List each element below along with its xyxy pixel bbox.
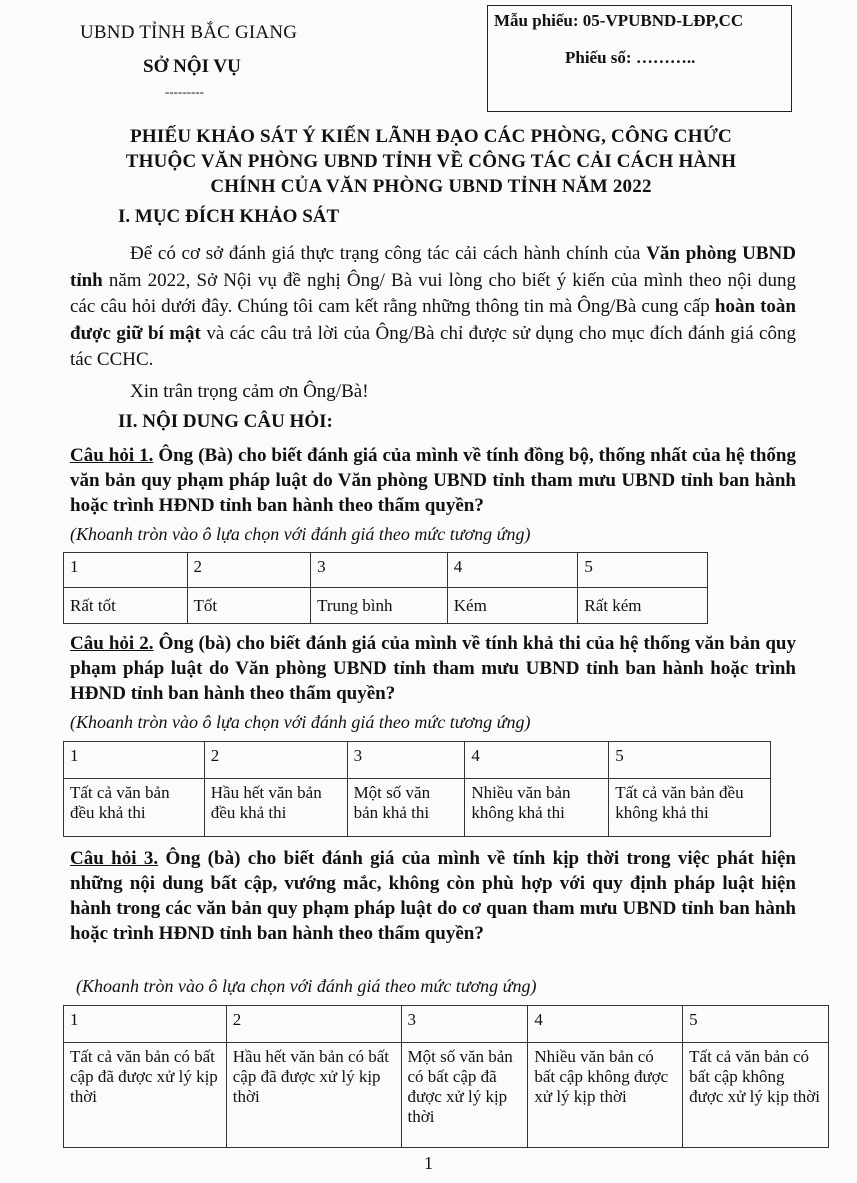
scale-cell[interactable]: 4 bbox=[528, 1006, 683, 1043]
purpose-paragraph bbox=[70, 241, 796, 374]
option-cell[interactable]: Trung bình bbox=[311, 588, 448, 624]
scale-cell[interactable]: 2 bbox=[226, 1006, 401, 1043]
option-cell[interactable]: Hầu hết văn bản có bất cập đã được xử lý kịp thời bbox=[226, 1043, 401, 1148]
question-2-options-table bbox=[63, 741, 771, 837]
question-3-note: (Khoanh tròn vào ô lựa chọn với đánh giá theo mức tương ứng) bbox=[76, 976, 537, 996]
scale-cell[interactable]: 5 bbox=[683, 1006, 829, 1043]
option-cell[interactable]: Rất kém bbox=[578, 588, 708, 624]
question-1-label: Câu hỏi 1. bbox=[70, 445, 154, 466]
page-number: 1 bbox=[424, 1153, 433, 1173]
scale-cell[interactable]: 3 bbox=[311, 553, 448, 588]
scale-cell[interactable]: 3 bbox=[401, 1006, 528, 1043]
table-row bbox=[64, 742, 771, 779]
question-3-text: Ông (bà) cho biết đánh giá của mình về tính kịp thời trong việc phát hiện những nội dung bất cập, vướng mắc, không còn phù hợp với quy định pháp luật hiện hành trong các văn bản quy phạm pháp luật do cơ quan tham mưu UBND tỉnh ban hành hoặc trình HĐND tỉnh ban hành theo thẩm quyền? bbox=[70, 848, 796, 944]
scale-cell[interactable]: 1 bbox=[64, 742, 205, 779]
option-cell[interactable]: Hầu hết văn bản đều khả thi bbox=[204, 779, 347, 837]
question-1-text: Ông (Bà) cho biết đánh giá của mình về tính đồng bộ, thống nhất của hệ thống văn bản quy phạm pháp luật do Văn phòng UBND tỉnh tham mưu UBND tỉnh ban hành hoặc trình HĐND tỉnh ban hành theo thẩm quyền? bbox=[70, 445, 796, 516]
question-2-note: (Khoanh tròn vào ô lựa chọn với đánh giá theo mức tương ứng) bbox=[70, 712, 531, 732]
title-line-2: THUỘC VĂN PHÒNG UBND TỈNH VỀ CÔNG TÁC CẢI CÁCH HÀNH bbox=[125, 151, 737, 172]
purpose-bold-2: hoàn toàn được giữ bí mật bbox=[70, 296, 796, 344]
title-line-3: CHÍNH CỦA VĂN PHÒNG UBND TỈNH NĂM 2022 bbox=[210, 176, 652, 197]
option-cell[interactable]: Kém bbox=[447, 588, 578, 624]
question-2-text: Ông (bà) cho biết đánh giá của mình về tính khả thi của hệ thống văn bản quy phạm pháp luật do Văn phòng UBND tỉnh tham mưu UBND tỉnh ban hành hoặc trình HĐND tỉnh ban hành theo thẩm quyền? bbox=[70, 633, 796, 704]
purpose-text-3: và các câu trả lời của Ông/Bà chỉ được sử dụng cho mục đích đánh giá công tác CCHC. bbox=[70, 322, 796, 370]
table-row bbox=[64, 1006, 829, 1043]
question-1 bbox=[70, 443, 796, 518]
header-rule: --------- bbox=[165, 84, 204, 99]
scale-cell[interactable]: 1 bbox=[64, 1006, 227, 1043]
table-row bbox=[64, 779, 771, 837]
option-cell[interactable]: Một số văn bản khả thi bbox=[347, 779, 465, 837]
form-code: Mẫu phiếu: 05-VPUBND-LĐP,CC bbox=[494, 11, 744, 30]
option-cell[interactable]: Nhiều văn bản có bất cập không được xử lý kịp thời bbox=[528, 1043, 683, 1148]
purpose-text-2: năm 2022, Sở Nội vụ đề nghị Ông/ Bà vui lòng cho biết ý kiến của mình theo nội dung các câu hỏi dưới đây. Chúng tôi cam kết rằng những thông tin mà Ông/Bà cung cấp bbox=[70, 269, 796, 317]
section-1-heading: I. MỤC ĐÍCH KHẢO SÁT bbox=[118, 206, 340, 227]
scale-cell[interactable]: 5 bbox=[578, 553, 708, 588]
scale-cell[interactable]: 1 bbox=[64, 553, 188, 588]
scale-cell[interactable]: 2 bbox=[187, 553, 311, 588]
option-cell[interactable]: Tốt bbox=[187, 588, 311, 624]
department-name: SỞ NỘI VỤ bbox=[143, 56, 241, 77]
scale-cell[interactable]: 4 bbox=[465, 742, 609, 779]
table-row bbox=[64, 553, 708, 588]
option-cell[interactable]: Tất cả văn bản đều khả thi bbox=[64, 779, 205, 837]
option-cell[interactable]: Một số văn bản có bất cập đã được xử lý kịp thời bbox=[401, 1043, 528, 1148]
option-cell[interactable]: Tất cả văn bản có bất cập không được xử lý kịp thời bbox=[683, 1043, 829, 1148]
scale-cell[interactable]: 4 bbox=[447, 553, 578, 588]
table-row bbox=[64, 588, 708, 624]
question-3 bbox=[70, 846, 796, 946]
option-cell[interactable]: Rất tốt bbox=[64, 588, 188, 624]
form-number: Phiếu số: ……….. bbox=[565, 48, 696, 67]
scale-cell[interactable]: 5 bbox=[609, 742, 771, 779]
question-3-label: Câu hỏi 3. bbox=[70, 848, 159, 869]
table-row bbox=[64, 1043, 829, 1148]
purpose-bold-1: Văn phòng UBND tỉnh bbox=[70, 243, 796, 291]
question-2 bbox=[70, 631, 796, 706]
question-1-note: (Khoanh tròn vào ô lựa chọn với đánh giá theo mức tương ứng) bbox=[70, 524, 531, 544]
option-cell[interactable]: Tất cả văn bản đều không khả thi bbox=[609, 779, 771, 837]
option-cell[interactable]: Nhiều văn bản không khả thi bbox=[465, 779, 609, 837]
question-2-label: Câu hỏi 2. bbox=[70, 633, 154, 654]
agency-name: UBND TỈNH BẮC GIANG bbox=[80, 22, 298, 43]
title-line-1: PHIẾU KHẢO SÁT Ý KIẾN LÃNH ĐẠO CÁC PHÒNG, CÔNG CHỨC bbox=[130, 126, 732, 147]
purpose-text-1: Để có cơ sở đánh giá thực trạng công tác cải cách hành chính của bbox=[130, 243, 647, 264]
section-2-heading: II. NỘI DUNG CÂU HỎI: bbox=[118, 411, 333, 432]
survey-title bbox=[70, 124, 792, 199]
scale-cell[interactable]: 3 bbox=[347, 742, 465, 779]
question-3-options-table bbox=[63, 1005, 829, 1148]
scale-cell[interactable]: 2 bbox=[204, 742, 347, 779]
option-cell[interactable]: Tất cả văn bản có bất cập đã được xử lý kịp thời bbox=[64, 1043, 227, 1148]
question-1-options-table bbox=[63, 552, 708, 624]
thanks-line: Xin trân trọng cảm ơn Ông/Bà! bbox=[130, 381, 369, 402]
